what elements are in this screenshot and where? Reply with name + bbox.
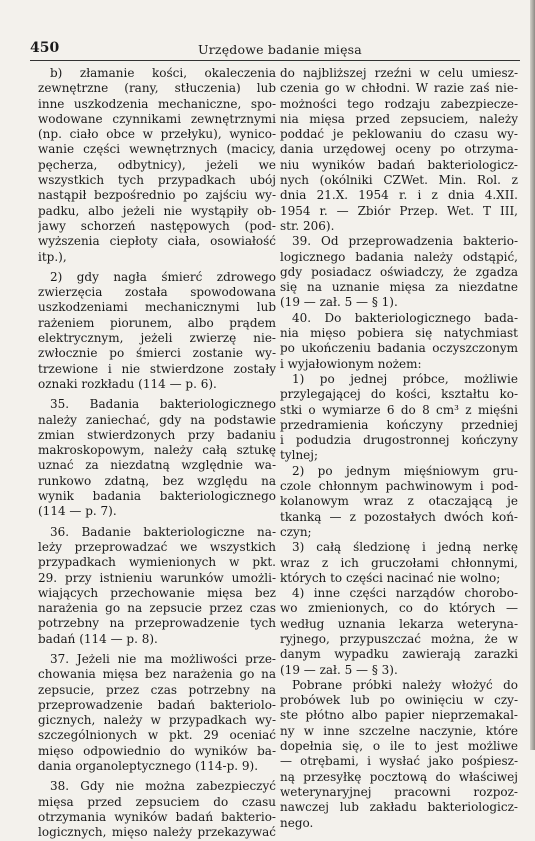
left-column <box>38 66 276 841</box>
left-column-text-line: zwierzęcia została spowodowana <box>38 285 276 300</box>
right-column-text-line: przedramienia kończyny przedniej <box>280 417 518 432</box>
left-column-text-line: wanie części wewnętrznych (macicy, <box>38 142 276 157</box>
left-column-text-line: trzewione i nie stwierdzone zostały <box>38 361 276 376</box>
left-column-text-line: gicznych, należy w przypadkach wy- <box>38 713 276 728</box>
left-column-text-line: 36. Badanie bakteriologiczne na- <box>50 524 276 539</box>
right-column-text-line: się na uznanie mięsa za niezdatne <box>280 280 518 295</box>
right-column-text-line: czyn; <box>280 524 312 539</box>
right-column-text-line: ryjnego, przypuszczać można, że w <box>280 631 518 646</box>
left-column-text-line: uznać za niezdatną względnie wa- <box>38 458 276 473</box>
right-column-text-line: czole chłonnym pachwinowym i pod- <box>280 479 518 494</box>
right-column-text-line: tylnej; <box>280 448 319 463</box>
right-column-text-line: ną przesyłkę pocztową do właściwej <box>280 769 518 784</box>
right-column-text-line: dopełnia się, o ile to jest możliwe <box>280 739 518 754</box>
left-column-text-line: inne uszkodzenia mechaniczne, spo- <box>38 96 276 111</box>
right-column-text-line: według uznania lekarza weteryna- <box>280 616 518 631</box>
right-column-text-line: kolanowym wraz z otaczającą je <box>280 494 518 509</box>
right-column-text-line: Pobrane próbki należy włożyć do <box>292 677 518 692</box>
left-column-text-line: wodowane czynnikami zewnętrznymi <box>38 111 276 126</box>
left-column-text-line: makroskopowym, należy całą sztukę <box>38 443 276 458</box>
right-column-text-line: logicznego badania należy odstąpić, <box>280 249 518 264</box>
left-column-text-line: narażenia go na zepsucie przez czas <box>38 601 276 616</box>
left-column-text-line: zwłocznie po śmierci zostanie wy- <box>38 346 276 361</box>
left-column-text-line: wynik badania bakteriologicznego <box>38 489 276 504</box>
right-column-text-line: przylegającej do kości, kształtu ko- <box>280 387 518 402</box>
right-column-text-line: — otrębami, i wysłać jako pośpiesz- <box>280 754 518 769</box>
running-head: Urzędowe badanie mięsa <box>198 42 362 57</box>
right-column-text-line: i wyjałowionym nożem: <box>280 356 422 371</box>
left-column-text-line: uszkodzeniami mechanicznymi lub <box>38 300 276 315</box>
left-column-text-line: wiających przechowanie mięsa bez <box>38 585 276 600</box>
right-column-text-line: 2) po jednym mięśniowym gru- <box>292 463 518 478</box>
left-column-text-line: szczególnionych w pkt. 29 oceniać <box>38 728 276 743</box>
right-column-text-line: (19 — zał. 5 — § 3). <box>280 662 398 677</box>
left-column-text-line: potrzebny na przeprowadzenie tych <box>38 616 276 631</box>
left-column-text-line: 29. przy istnieniu warunków umożli- <box>38 570 276 585</box>
left-column-text-line: przypadkach wymienionych w pkt. <box>38 555 276 570</box>
right-column-text-line: i podudzia drugostronnej kończyny <box>280 433 518 448</box>
right-column-text-line: gdy posiadacz oświadczy, że zgadza <box>280 264 518 279</box>
left-column-text-line: przeprowadzenie badań bakteriolo- <box>38 697 276 712</box>
left-column-text-line: badań (114 — p. 8). <box>38 631 158 646</box>
page-number: 450 <box>30 40 60 56</box>
left-column-text-line: (114 — p. 7). <box>38 504 117 519</box>
right-column-text-line: 39. Od przeprowadzenia bakterio- <box>292 234 518 249</box>
right-column-text-line: 4) inne części narządów chorobo- <box>292 586 518 601</box>
right-column-text-line: tkanką — z pozostałych dwóch koń- <box>280 509 518 524</box>
left-column-text-line: wszystkich tych przypadkach ubój <box>38 173 276 188</box>
right-column-text-line: nego. <box>280 815 314 830</box>
right-column-text-line: nawczej lub zakładu bakteriologicz- <box>280 800 518 815</box>
left-column-text-line: itp.), <box>38 249 67 264</box>
right-column <box>280 66 518 831</box>
right-column-text-line: niu wyników badań bakteriologicz- <box>280 157 518 172</box>
left-column-text-line: 37. Jeżeli nie ma możliwości prze- <box>50 651 276 666</box>
left-column-text-line: b) złamanie kości, okaleczenia <box>50 66 276 80</box>
left-column-text-line: leży przeprowadzać we wszystkich <box>38 539 276 554</box>
left-column-text-line: 35. Badania bakteriologicznego <box>50 397 276 412</box>
right-column-text-line: stki o wymiarze 6 do 8 cm³ z mięśni <box>280 402 518 417</box>
left-column-text-line: (np. ciało obce w przełyku), wynico- <box>38 127 276 142</box>
left-column-text-line: pęcherza, odbytnicy), jeżeli we <box>38 157 276 172</box>
right-column-text-line: nia mięsa przed zepsuciem, należy <box>280 111 518 126</box>
right-column-text-line: możności tego rodzaju zabezpiecze- <box>280 96 518 111</box>
left-column-text-line: zewnętrzne (rany, stłuczenia) lub <box>38 81 276 96</box>
right-column-text-line: 1954 r. — Zbiór Przep. Wet. T III, <box>280 203 518 218</box>
right-column-text-line: do najbliższej rzeźni w celu umiesz- <box>280 66 518 80</box>
left-column-text-line: mięso odpowiednio do wyników ba- <box>38 743 276 758</box>
right-column-text-line: poddać je peklowaniu do czasu wy- <box>280 127 518 142</box>
left-column-text-line: chowania mięsa bez narażenia go na <box>38 667 276 682</box>
left-column-text-line: zmian stwierdzonych przy badaniu <box>38 427 276 442</box>
left-column-text-line: runkowo zdatną, bez względu na <box>38 473 276 488</box>
left-column-text-line: należy zaniechać, gdy na podstawie <box>38 412 276 427</box>
left-column-text-line: zepsucie, przez czas potrzebny na <box>38 682 276 697</box>
left-column-text-line: otrzymania wyników badań bakterio- <box>38 809 276 824</box>
left-column-text-line: logicznych, mięso należy przekazywać <box>38 825 276 840</box>
right-column-text-line: 3) całą śledzionę i jedną nerkę <box>292 540 518 555</box>
right-column-text-line: probówek lub po owinięciu w czy- <box>280 693 518 708</box>
left-column-text-line: 2) gdy nagła śmierć zdrowego <box>50 269 276 284</box>
right-column-text-line: nia mięso pobiera się natychmiast <box>280 326 518 341</box>
right-column-text-line: 40. Do bakteriologicznego bada- <box>292 310 518 325</box>
left-column-text-line: oznaki rozkładu (114 — p. 6). <box>38 376 217 391</box>
left-column-text-line: nastąpił bezpośrednio po zajściu wy- <box>38 188 276 203</box>
left-column-text-line: padku, albo jeżeli nie wystąpiły ob- <box>38 203 276 218</box>
right-column-text-line: 1) po jednej próbce, możliwie <box>292 371 518 386</box>
right-column-text-line: wraz z ich gruczołami chłonnymi, <box>280 555 518 570</box>
right-column-text-line: dania urzędowej oceny po otrzyma- <box>280 142 518 157</box>
right-column-text-line: nych (okólniki CZWet. Min. Rol. z <box>280 173 518 188</box>
left-column-text-line: jawy schorzeń następowych (pod- <box>38 218 276 233</box>
right-column-text-line: weterynaryjnej pracowni rozpoz- <box>280 784 518 799</box>
left-column-text-line: wyższenia ciepłoty ciała, osowiałość <box>38 234 276 249</box>
right-column-text-line: ste płótno albo papier nieprzemakal- <box>280 708 518 723</box>
right-column-text-line: dnia 21.X. 1954 r. i z dnia 4.XII. <box>280 188 518 203</box>
right-column-text-line: po ukończeniu badania oczyszczonym <box>280 341 518 356</box>
left-column-text-line: rażeniem piorunem, albo prądem <box>38 315 276 330</box>
right-column-text-line: danym wypadku zawierają zarazki <box>280 647 518 662</box>
right-column-text-line: (19 — zał. 5 — § 1). <box>280 295 398 310</box>
right-column-text-line: czenia go w chłodni. W razie zaś nie- <box>280 81 518 96</box>
right-column-text-line: ny w inne szczelne naczynie, które <box>280 723 518 738</box>
left-column-text-line: elektrycznym, jeżeli zwierzę nie- <box>38 331 276 346</box>
right-column-text-line: których to części nacinać nie wolno; <box>280 570 501 585</box>
left-column-text-line: mięsa przed zepsuciem do czasu <box>38 794 276 809</box>
right-column-text-line: wo zmienionych, co do których — <box>280 601 518 616</box>
page-edge-shadow <box>530 0 535 750</box>
right-column-text-line: str. 206). <box>280 218 335 233</box>
left-column-text-line: dania organoleptycznego (114-p. 9). <box>38 759 259 774</box>
left-column-text-line: 38. Gdy nie można zabezpieczyć <box>50 779 276 794</box>
page-header <box>30 40 520 61</box>
